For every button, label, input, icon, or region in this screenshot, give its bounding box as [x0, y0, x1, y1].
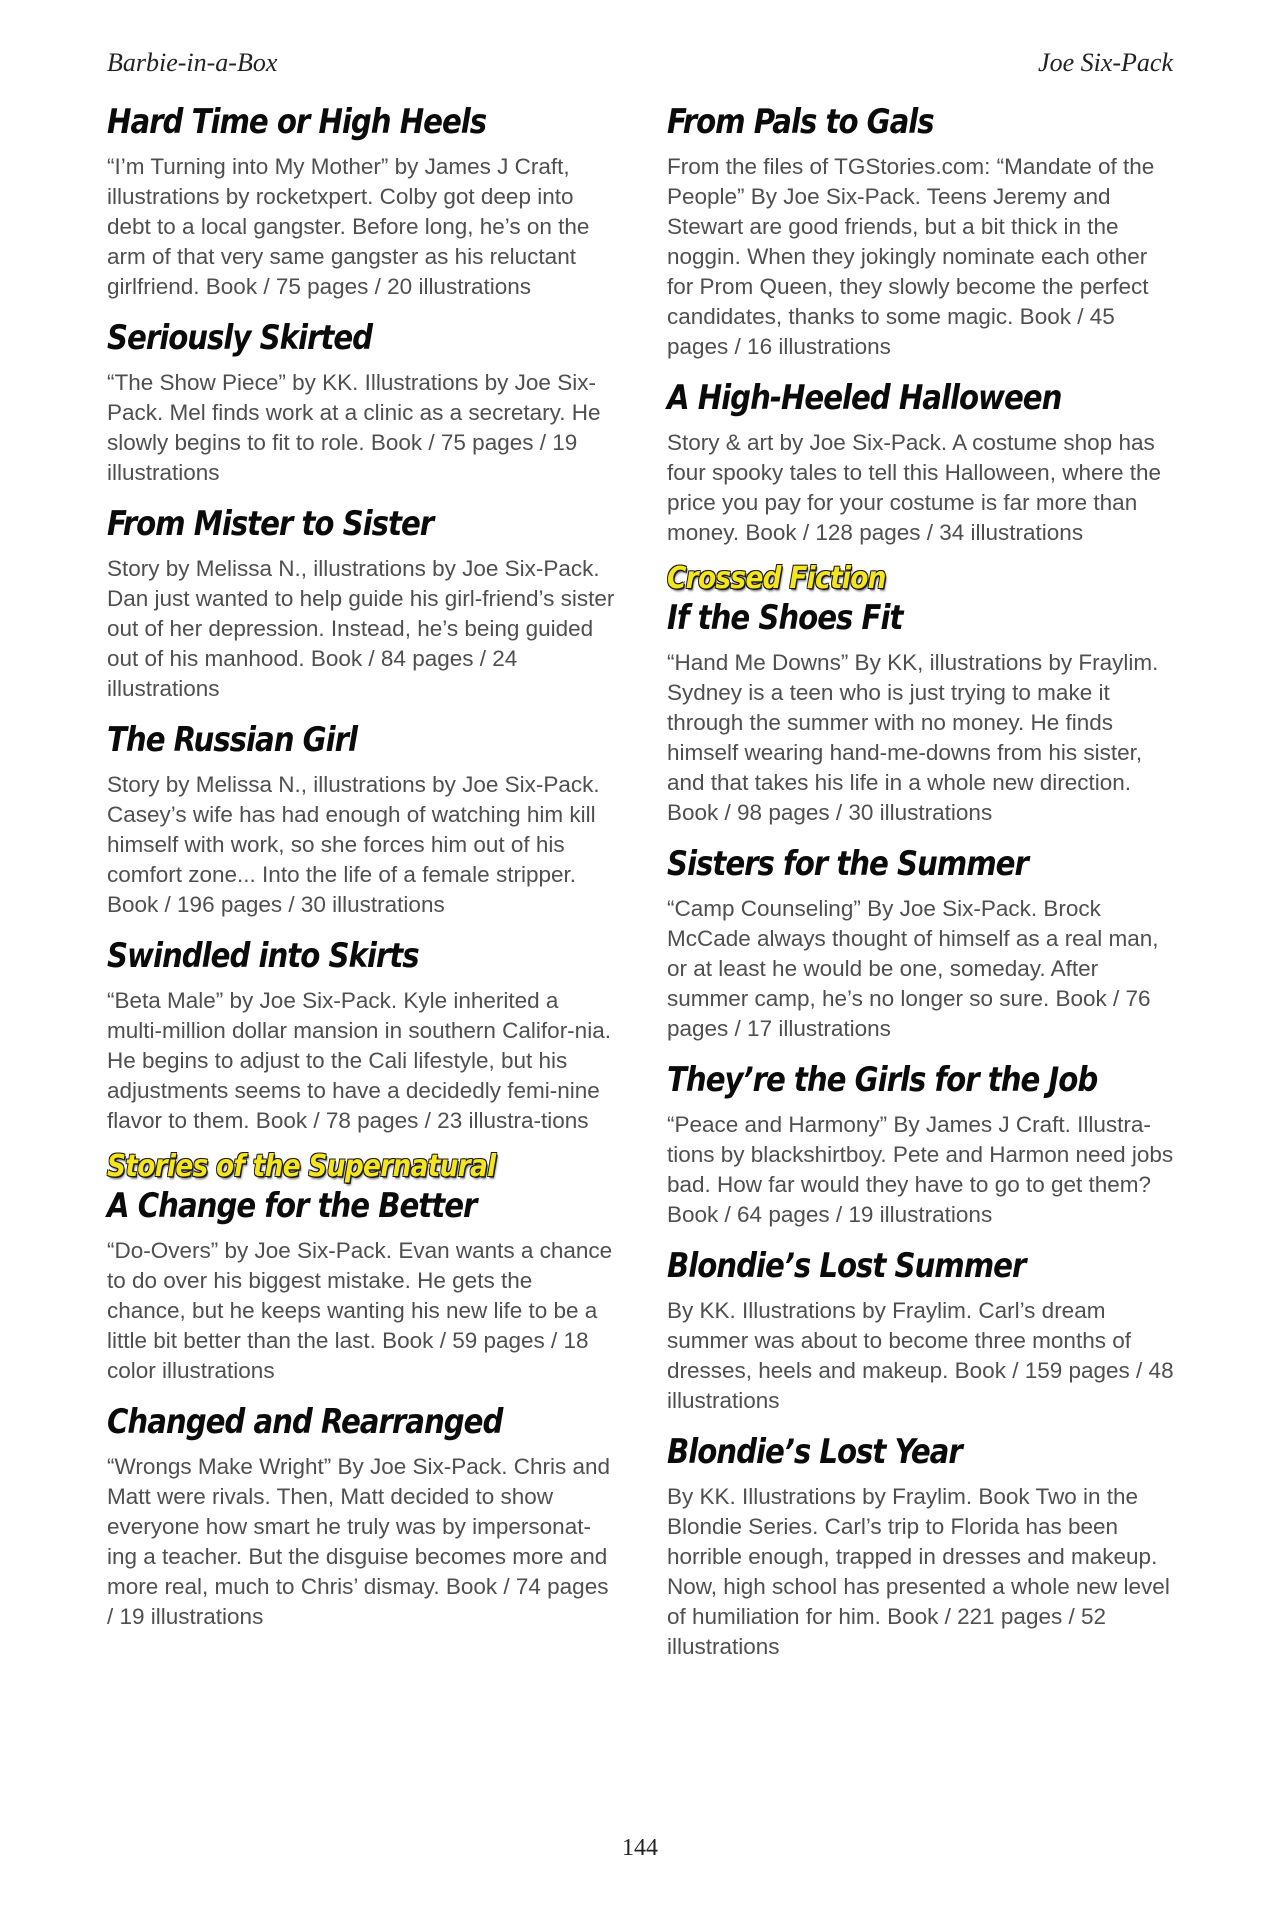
book-description: By KK. Illustrations by Fraylim. Carl’s dream summer was about to become three months of dresses, heels and makeup. Book / 159 pages / 48 illustrations [667, 1298, 1174, 1413]
book-title: From Pals to Gals [667, 102, 934, 142]
section-heading: Crossed Fiction [667, 561, 886, 596]
book-title: Swindled into Skirts [107, 936, 419, 976]
book-description: “Peace and Harmony” By James J Craft. Illustra-tions by blackshirtboy. Pete and Harmon need jobs bad. How far would they have to go to get them? Book / 64 pages / 19 illustrations [667, 1112, 1174, 1227]
book-entry [107, 1184, 617, 1386]
running-head-book-title: Barbie-in-a-Box [107, 48, 278, 77]
book-entry [107, 934, 617, 1136]
page-number: 144 [622, 1835, 658, 1861]
book-description: “Do-Overs” by Joe Six-Pack. Evan wants a chance to do over his biggest mistake. He gets the chance, but he keeps wanting his new life to be a little bit better than the last. Book / 59 pages / 18 color illustrations [107, 1238, 613, 1383]
book-title: From Mister to Sister [107, 504, 434, 544]
book-description: “I’m Turning into My Mother” by James J Craft, illustrations by rocketxpert. Colby got deep into debt to a local gangster. Before long, he’s on the arm of that very same gangster as his reluctant girlfriend. Book / 75 pages / 20 illustrations [107, 154, 590, 299]
book-description: “Wrongs Make Wright” By Joe Six-Pack. Chris and Matt were rivals. Then, Matt decided to show everyone how smart he truly was by impersonat-ing a teacher. But the disguise becomes more and more real, much to Chris’ dismay. Book / 74 pages / 19 illustrations [107, 1454, 611, 1629]
book-description: Story by Melissa N., illustrations by Joe Six-Pack. Casey’s wife has had enough of watching him kill himself with work, so she forces him out of his comfort zone... Into the life of a female stripper. Book / 196 pages / 30 illustrations [107, 772, 600, 917]
book-entry [107, 718, 617, 920]
book-entry [107, 316, 617, 488]
book-title: The Russian Girl [107, 720, 358, 760]
book-description: By KK. Illustrations by Fraylim. Book Two in the Blondie Series. Carl’s trip to Florida has been horrible enough, trapped in dresses and makeup. Now, high school has presented a whole new level of humiliation for him. Book / 221 pages / 52 illustrations [667, 1484, 1170, 1659]
book-entry [667, 842, 1177, 1044]
book-title: Sisters for the Summer [667, 844, 1028, 884]
book-entry [107, 502, 617, 704]
book-entry [667, 1058, 1177, 1230]
book-title: If the Shoes Fit [667, 598, 903, 638]
book-title: Hard Time or High Heels [107, 102, 487, 142]
book-entry [107, 100, 617, 302]
book-entry [667, 376, 1177, 548]
book-entry [667, 1430, 1177, 1662]
book-title: A High-Heeled Halloween [667, 378, 1062, 418]
book-description: “Hand Me Downs” By KK, illustrations by Fraylim. Sydney is a teen who is just trying to make it through the summer with no money. He finds himself wearing hand-me-downs from his sister, and that takes his life in a whole new direction. Book / 98 pages / 30 illustrations [667, 650, 1159, 825]
right-column [667, 100, 1177, 1676]
book-title: Blondie’s Lost Year [667, 1432, 962, 1472]
book-title: A Change for the Better [107, 1186, 477, 1226]
left-column [107, 100, 617, 1646]
book-title: Blondie’s Lost Summer [667, 1246, 1026, 1286]
book-description: Story & art by Joe Six-Pack. A costume shop has four spooky tales to tell this Halloween, where the price you pay for your costume is far more than money. Book / 128 pages / 34 illustrations [667, 430, 1162, 545]
book-description: “Camp Counseling” By Joe Six-Pack. Brock McCade always thought of himself as a real man, or at least he would be one, someday. After summer camp, he’s no longer so sure. Book / 76 pages / 17 illustrations [667, 896, 1159, 1041]
book-description: “Beta Male” by Joe Six-Pack. Kyle inherited a multi-million dollar mansion in southern Califor-nia. He begins to adjust to the Cali lifestyle, but his adjustments seems to have a decidedly femi-nine flavor to them. Book / 78 pages / 23 illustra-tions [107, 988, 611, 1133]
book-entry [667, 1244, 1177, 1416]
running-head-author: Joe Six-Pack [1038, 48, 1173, 77]
book-entry [667, 596, 1177, 828]
book-description: From the files of TGStories.com: “Mandate of the People” By Joe Six-Pack. Teens Jeremy and Stewart are good friends, but a bit thick in the noggin. When they jokingly nominate each other for Prom Queen, they slowly become the perfect candidates, thanks to some magic. Book / 45 pages / 16 illustrations [667, 154, 1155, 359]
book-title: They’re the Girls for the Job [667, 1060, 1098, 1100]
book-entry [667, 100, 1177, 362]
book-entry [107, 1400, 617, 1632]
book-description: “The Show Piece” by KK. Illustrations by Joe Six-Pack. Mel finds work at a clinic as a secretary. He slowly begins to fit to role. Book / 75 pages / 19 illustrations [107, 370, 601, 485]
book-title: Changed and Rearranged [107, 1402, 503, 1442]
book-title: Seriously Skirted [107, 318, 373, 358]
book-description: Story by Melissa N., illustrations by Joe Six-Pack. Dan just wanted to help guide his girl-friend’s sister out of her depression. Instead, he’s being guided out of his manhood. Book / 84 pages / 24 illustrations [107, 556, 615, 701]
section-heading: Stories of the Supernatural [107, 1149, 496, 1184]
